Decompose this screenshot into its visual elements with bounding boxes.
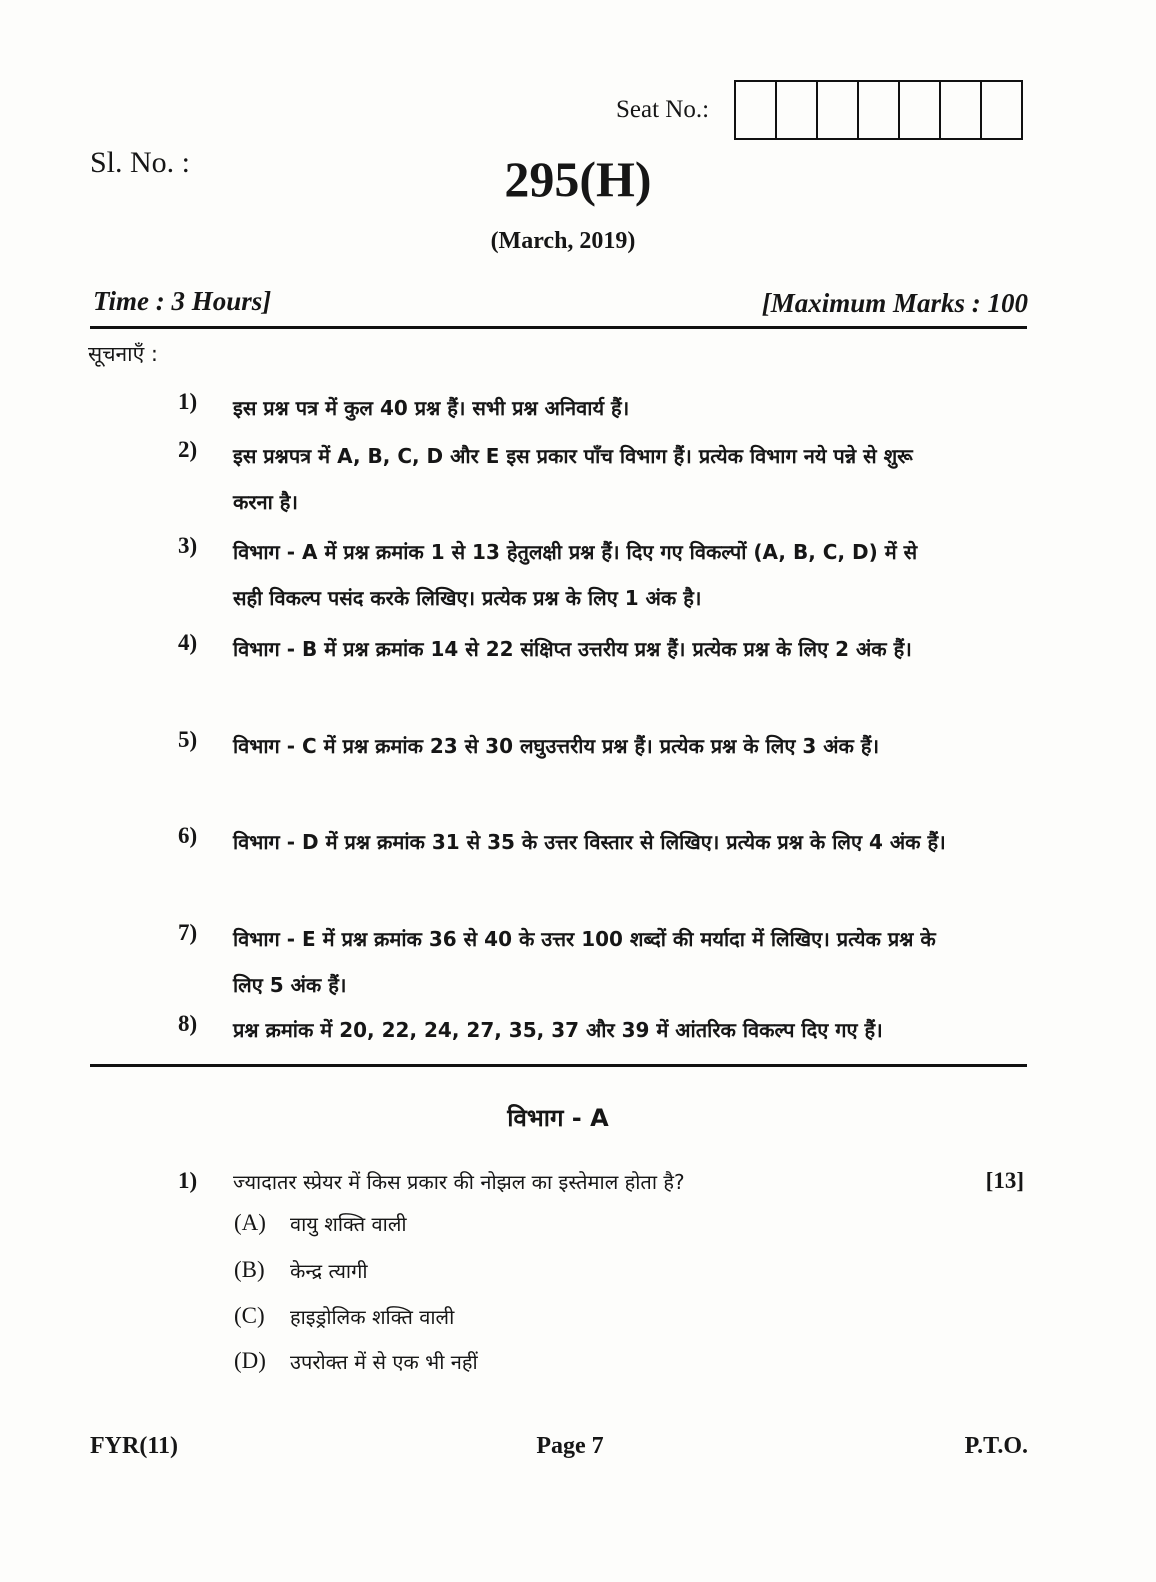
instruction-text: विभाग - C में प्रश्न क्रमांक 23 से 30 लघुउत्तरीय प्रश्न हैं। प्रत्येक प्रश्न के लिए 3 अंक हैं। [233, 734, 880, 758]
instruction-item [178, 1007, 948, 1053]
instruction-item [178, 529, 948, 621]
instruction-number: 2) [178, 437, 198, 462]
seat-no-box[interactable] [900, 82, 941, 138]
instruction-number: 8) [178, 1011, 198, 1036]
divider [90, 326, 1027, 329]
section-title: विभाग - A [507, 1104, 609, 1132]
divider [90, 1064, 1027, 1067]
instruction-text: विभाग - A में प्रश्न क्रमांक 1 से 13 हेतुलक्षी प्रश्न हैं। दिए गए विकल्पों (A, B, C, D) में से सही विकल्प पसंद करके लिखिए। प्रत्येक प्रश्न के लिए 1 अंक है। [233, 540, 918, 610]
seat-no-box[interactable] [859, 82, 900, 138]
paper-code: 295(H) [504, 151, 652, 207]
serial-number-label: Sl. No. : [90, 146, 191, 179]
instruction-number: 3) [178, 533, 198, 558]
instruction-text: विभाग - E में प्रश्न क्रमांक 36 से 40 के उत्तर 100 शब्दों की मर्यादा में लिखिए। प्रत्येक प्रश्न के लिए 5 अंक हैं। [233, 927, 936, 997]
exam-date: (March, 2019) [490, 228, 636, 254]
answer-option [234, 1257, 368, 1284]
answer-option [234, 1348, 478, 1375]
instruction-item [178, 385, 948, 431]
please-turn-over: P.T.O. [964, 1433, 1028, 1459]
instruction-item [178, 626, 948, 672]
instruction-number: 5) [178, 727, 198, 752]
option-label: (D) [234, 1348, 266, 1373]
seat-no-box[interactable] [777, 82, 818, 138]
footer-code: FYR(11) [90, 1433, 178, 1459]
answer-option [234, 1210, 407, 1237]
instruction-text: इस प्रश्नपत्र में A, B, C, D और E इस प्रकार पाँच विभाग हैं। प्रत्येक विभाग नये पन्ने से शुरू करना है। [233, 444, 913, 514]
option-label: (A) [234, 1210, 266, 1235]
instruction-item [178, 916, 948, 1008]
instructions-heading: सूचनाएँ : [88, 342, 158, 366]
seat-no-boxes[interactable] [734, 80, 1023, 140]
option-label: (C) [234, 1303, 265, 1328]
seat-no-box[interactable] [736, 82, 777, 138]
seat-no-box[interactable] [982, 82, 1021, 138]
seat-no-box[interactable] [818, 82, 859, 138]
instruction-text: विभाग - B में प्रश्न क्रमांक 14 से 22 संक्षिप्त उत्तरीय प्रश्न हैं। प्रत्येक प्रश्न के लिए 2 अंक हैं। [233, 637, 912, 661]
instruction-number: 6) [178, 823, 198, 848]
instruction-number: 7) [178, 920, 198, 945]
answer-option [234, 1303, 454, 1330]
max-marks-label: [Maximum Marks : 100 [761, 288, 1028, 318]
instruction-item [178, 433, 948, 525]
seat-no-label: Seat No.: [616, 96, 710, 123]
question-marks: [13] [985, 1168, 1024, 1193]
instruction-item [178, 723, 948, 769]
option-text: केन्द्र त्यागी [290, 1259, 368, 1283]
instruction-item [178, 819, 948, 865]
question-number: 1) [178, 1168, 198, 1193]
instruction-text: इस प्रश्न पत्र में कुल 40 प्रश्न हैं। सभी प्रश्न अनिवार्य हैं। [233, 396, 630, 420]
instruction-number: 4) [178, 630, 198, 655]
instruction-text: विभाग - D में प्रश्न क्रमांक 31 से 35 के उत्तर विस्तार से लिखिए। प्रत्येक प्रश्न के लिए 4 अंक हैं। [233, 830, 946, 854]
option-text: वायु शक्ति वाली [290, 1212, 407, 1236]
option-label: (B) [234, 1257, 265, 1282]
question-text: ज्यादातर स्प्रेयर में किस प्रकार की नोझल का इस्तेमाल होता है? [233, 1170, 685, 1194]
option-text: हाइड्रोलिक शक्ति वाली [290, 1305, 455, 1329]
page-number: Page 7 [536, 1433, 604, 1459]
seat-no-box[interactable] [941, 82, 982, 138]
instruction-text: प्रश्न क्रमांक में 20, 22, 24, 27, 35, 37 और 39 में आंतरिक विकल्प दिए गए हैं। [233, 1018, 883, 1042]
time-label: Time : 3 Hours] [93, 286, 272, 316]
instruction-number: 1) [178, 389, 198, 414]
option-text: उपरोक्त में से एक भी नहीं [290, 1350, 478, 1374]
